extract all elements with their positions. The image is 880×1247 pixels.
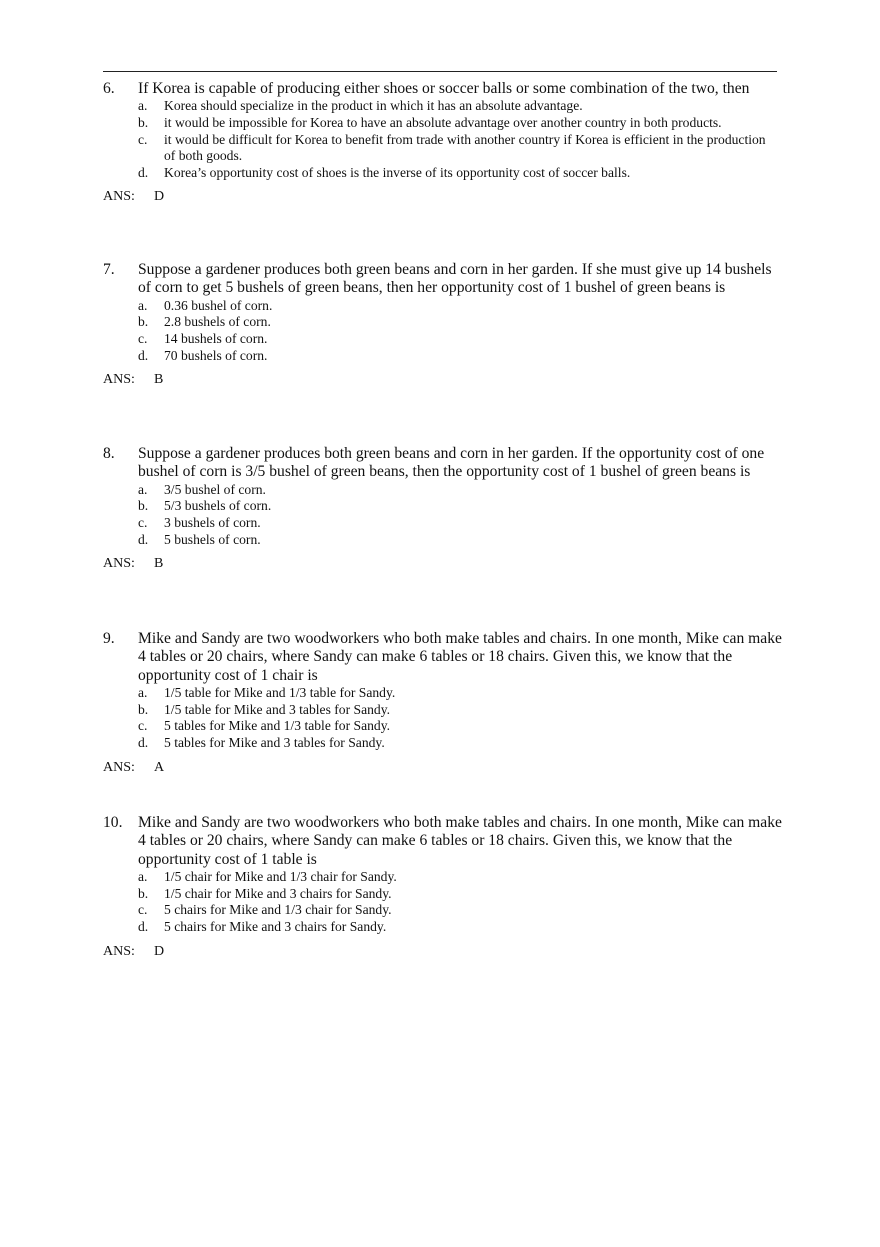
- option-b: [103, 314, 783, 331]
- option-letter: d.: [138, 735, 149, 750]
- option-letter: b.: [138, 115, 149, 130]
- answer-label: ANS:: [103, 372, 135, 388]
- option-d: [103, 919, 783, 936]
- option-text: 5/3 bushels of corn.: [164, 498, 272, 514]
- question-stem: [103, 80, 783, 98]
- option-text: it would be difficult for Korea to benefit from trade with another country if Korea is efficient in the production of both goods.: [164, 131, 766, 164]
- option-text: 2.8 bushels of corn.: [164, 314, 271, 330]
- option-c: [103, 902, 783, 919]
- option-letter: c.: [138, 331, 148, 346]
- option-letter: c.: [138, 902, 148, 918]
- question-number: 9.: [103, 630, 115, 647]
- question-stem: [103, 445, 783, 482]
- question-text: Mike and Sandy are two woodworkers who both make tables and chairs. In one month, Mike can make 4 tables or 20 chairs, where Sandy can make 6 tables or 18 chairs. Given this, we know that the opportunity cost of 1 table is: [138, 814, 782, 868]
- option-letter: d.: [138, 347, 149, 363]
- option-text: 3/5 bushel of corn.: [164, 481, 266, 497]
- option-text: Korea’s opportunity cost of shoes is the inverse of its opportunity cost of soccer balls.: [164, 164, 631, 180]
- question-stem: [103, 630, 783, 685]
- option-b: [103, 886, 783, 903]
- answer-key: [103, 188, 783, 206]
- question-7: [103, 261, 783, 389]
- answer-value: B: [154, 372, 164, 388]
- option-c: [103, 515, 783, 532]
- option-text: 5 chairs for Mike and 1/3 chair for Sandy.: [164, 902, 392, 918]
- option-d: [103, 735, 783, 752]
- answer-key: [103, 555, 783, 573]
- option-letter: d.: [138, 164, 149, 180]
- option-letter: b.: [138, 701, 149, 717]
- option-b: [103, 702, 783, 719]
- question-9: [103, 630, 783, 777]
- answer-label: ANS:: [103, 189, 135, 205]
- question-number: 6.: [103, 80, 115, 97]
- option-a: [103, 298, 783, 315]
- option-letter: c.: [138, 718, 148, 734]
- answer-value: D: [154, 943, 165, 959]
- answer-options: [103, 482, 783, 548]
- option-c: [103, 132, 783, 165]
- option-c: [103, 718, 783, 735]
- question-number: 10.: [103, 814, 123, 831]
- option-text: 1/5 chair for Mike and 3 chairs for Sandy.: [164, 885, 392, 901]
- option-text: 1/5 table for Mike and 3 tables for Sandy.: [164, 701, 391, 717]
- answer-label: ANS:: [103, 943, 135, 959]
- question-text: Suppose a gardener produces both green beans and corn in her garden. If the opportunity cost of one bushel of corn is 3/5 bushel of green beans, then the opportunity cost of 1 bushel of green beans is: [138, 445, 765, 481]
- answer-label: ANS:: [103, 759, 135, 775]
- option-d: [103, 348, 783, 365]
- option-text: 5 tables for Mike and 1/3 table for Sandy.: [164, 718, 391, 734]
- answer-options: [103, 685, 783, 751]
- option-letter: d.: [138, 919, 149, 934]
- option-letter: a.: [138, 98, 148, 114]
- answer-value: B: [154, 556, 164, 572]
- option-a: [103, 482, 783, 499]
- option-letter: a.: [138, 869, 148, 885]
- answer-value: D: [154, 189, 165, 205]
- question-stem: [103, 261, 783, 298]
- answer-key: [103, 371, 783, 389]
- answer-options: [103, 298, 783, 364]
- question-text: Suppose a gardener produces both green beans and corn in her garden. If she must give up 14 bushels of corn to get 5 bushels of green beans, then her opportunity cost of 1 bushel of green beans is: [138, 261, 772, 297]
- question-text: Mike and Sandy are two woodworkers who both make tables and chairs. In one month, Mike can make 4 tables or 20 chairs, where Sandy can make 6 tables or 18 chairs. Given this, we know that the opportunity cost of 1 chair is: [138, 630, 782, 684]
- option-letter: a.: [138, 685, 148, 701]
- question-6: [103, 80, 783, 206]
- option-text: 5 tables for Mike and 3 tables for Sandy.: [164, 735, 385, 750]
- option-letter: b.: [138, 885, 149, 901]
- option-b: [103, 115, 783, 132]
- option-text: 5 bushels of corn.: [164, 531, 261, 547]
- question-number: 8.: [103, 445, 115, 462]
- option-a: [103, 685, 783, 702]
- option-d: [103, 532, 783, 549]
- option-text: 1/5 table for Mike and 1/3 table for Sandy.: [164, 685, 396, 701]
- option-text: 3 bushels of corn.: [164, 515, 261, 530]
- option-letter: a.: [138, 481, 148, 497]
- option-d: [103, 165, 783, 182]
- option-a: [103, 869, 783, 886]
- answer-key: [103, 759, 783, 777]
- question-8: [103, 445, 783, 573]
- option-text: 0.36 bushel of corn.: [164, 297, 273, 313]
- answer-options: [103, 869, 783, 935]
- answer-label: ANS:: [103, 556, 135, 572]
- question-stem: [103, 814, 783, 869]
- option-text: 1/5 chair for Mike and 1/3 chair for Sandy.: [164, 869, 397, 885]
- question-10: [103, 814, 783, 961]
- option-text: it would be impossible for Korea to have an absolute advantage over another country in both products.: [164, 115, 722, 130]
- option-letter: d.: [138, 531, 149, 547]
- option-c: [103, 331, 783, 348]
- option-text: 14 bushels of corn.: [164, 331, 268, 346]
- answer-value: A: [154, 759, 165, 775]
- option-letter: a.: [138, 297, 148, 313]
- question-number: 7.: [103, 261, 115, 278]
- top-divider: [103, 71, 777, 72]
- option-a: [103, 98, 783, 115]
- option-b: [103, 498, 783, 515]
- option-letter: c.: [138, 131, 148, 147]
- option-letter: c.: [138, 515, 148, 530]
- option-text: 70 bushels of corn.: [164, 347, 268, 363]
- option-text: 5 chairs for Mike and 3 chairs for Sandy.: [164, 919, 387, 934]
- option-text: Korea should specialize in the product in which it has an absolute advantage.: [164, 98, 583, 114]
- answer-key: [103, 943, 783, 961]
- question-text: If Korea is capable of producing either shoes or soccer balls or some combination of the two, then: [138, 80, 750, 97]
- option-letter: b.: [138, 498, 149, 514]
- answer-options: [103, 98, 783, 181]
- option-letter: b.: [138, 314, 149, 330]
